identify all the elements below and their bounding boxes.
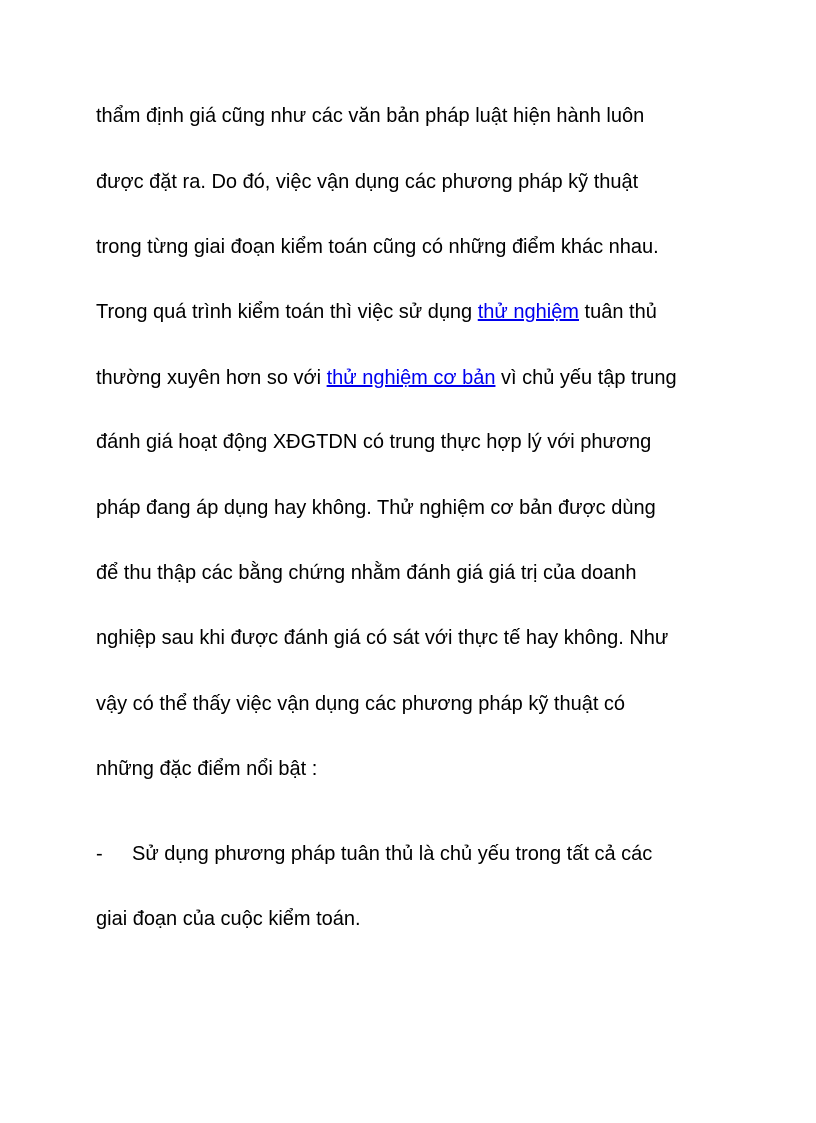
- line-5-text-before: thường xuyên hơn so với: [96, 367, 327, 389]
- paragraph-line-3: trong từng giai đoạn kiểm toán cũng có những điểm khác nhau.: [96, 236, 659, 258]
- bullet-line-2: giai đoạn của cuộc kiểm toán.: [96, 908, 361, 930]
- paragraph-line-4: [96, 300, 657, 324]
- paragraph-line-9: nghiệp sau khi được đánh giá có sát với thực tế hay không. Như: [96, 627, 669, 649]
- paragraph-line-1: thẩm định giá cũng như các văn bản pháp luật hiện hành luôn: [96, 105, 645, 127]
- paragraph-line-5: [96, 366, 677, 390]
- paragraph-line-7: pháp đang áp dụng hay không. Thử nghiệm cơ bản được dùng: [96, 497, 656, 519]
- line-4-text-after: tuân thủ: [578, 301, 657, 323]
- paragraph-line-6: đánh giá hoạt động XĐGTDN có trung thực hợp lý với phương: [96, 431, 652, 453]
- paragraph-line-11: những đặc điểm nổi bật :: [96, 758, 318, 780]
- bullet-marker: -: [96, 843, 103, 865]
- link-thu-nghiem[interactable]: thử nghiệm: [477, 301, 579, 323]
- paragraph-line-8: để thu thập các bằng chứng nhằm đánh giá giá trị của doanh: [96, 562, 637, 584]
- link-thu-nghiem-co-ban[interactable]: thử nghiệm cơ bản: [326, 367, 496, 389]
- paragraph-line-10: vậy có thể thấy việc vận dụng các phương pháp kỹ thuật có: [96, 693, 626, 715]
- line-4-text-before: Trong quá trình kiểm toán thì việc sử dụng: [96, 301, 478, 323]
- bullet-line-1: Sử dụng phương pháp tuân thủ là chủ yếu trong tất cả các: [132, 843, 653, 865]
- paragraph-line-2: được đặt ra. Do đó, việc vận dụng các phương pháp kỹ thuật: [96, 171, 639, 193]
- line-5-text-after: vì chủ yếu tập trung: [495, 367, 677, 389]
